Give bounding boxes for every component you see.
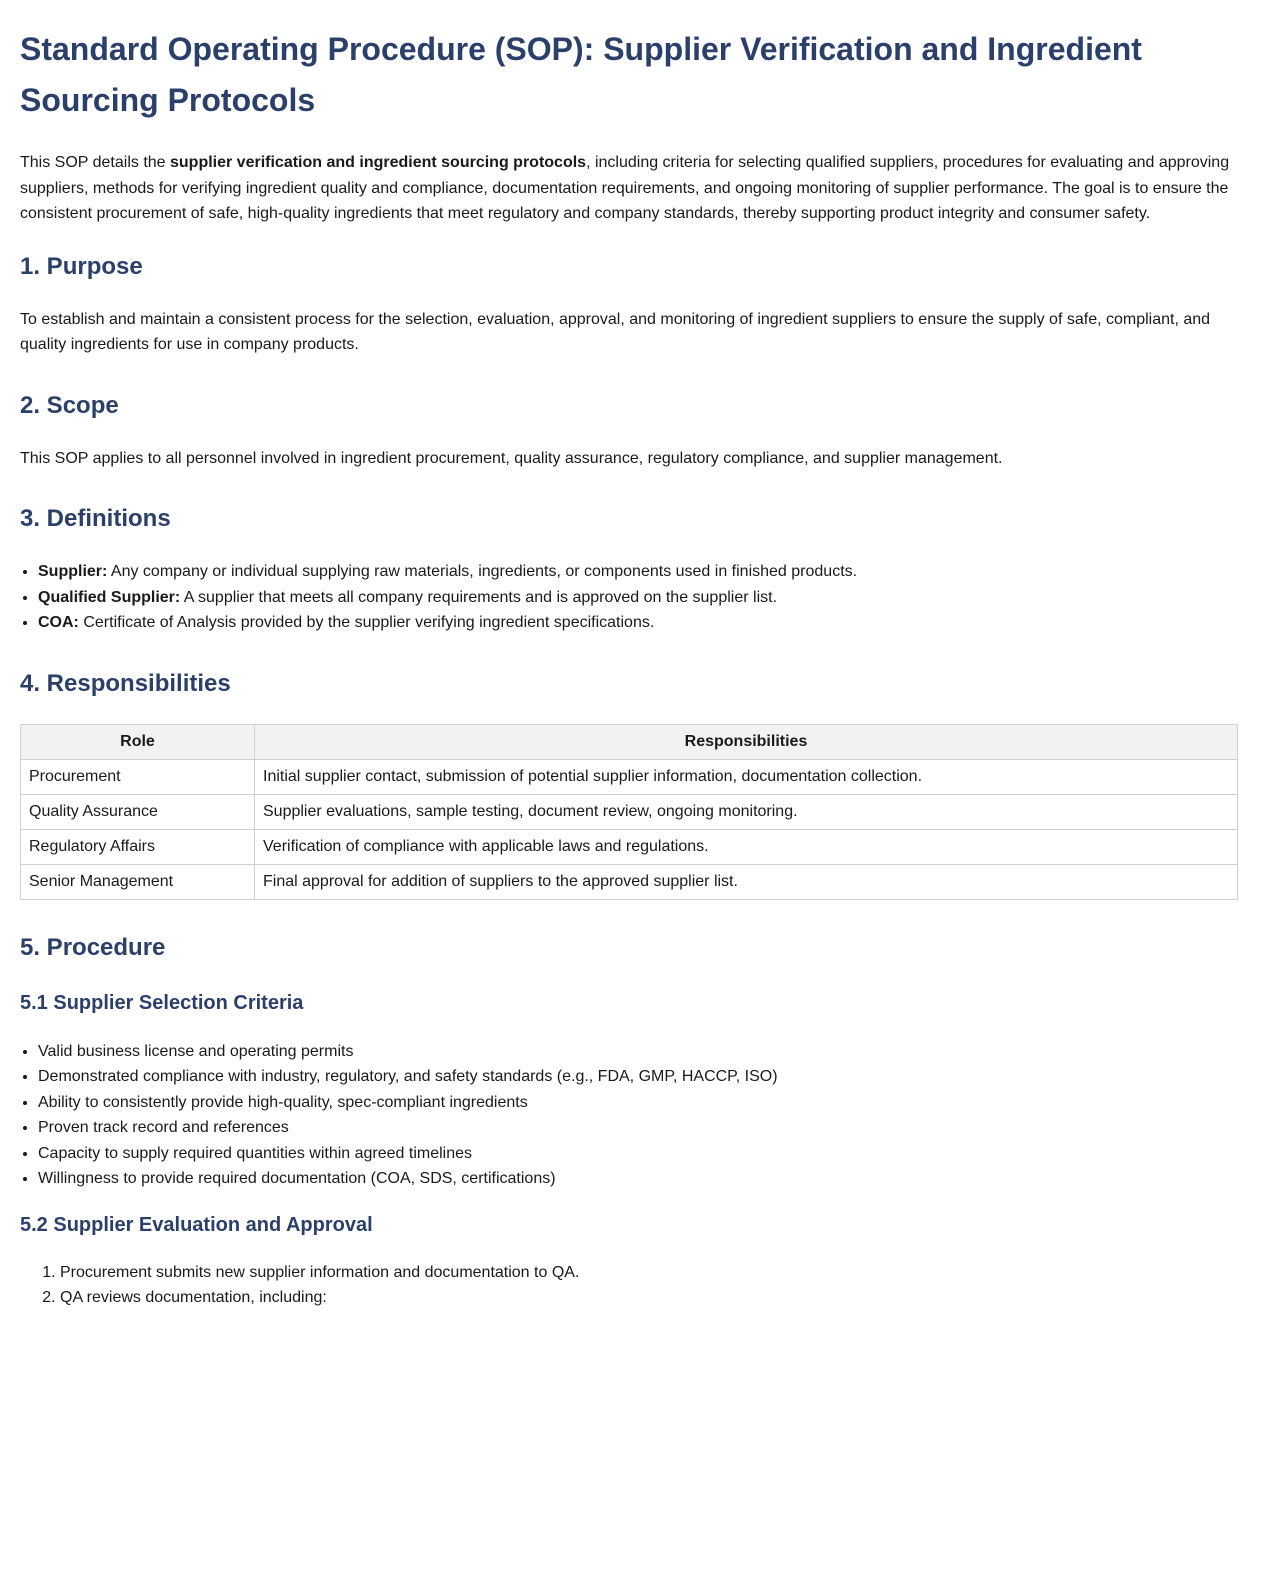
responsibilities-table: [20, 724, 1238, 900]
procedure-heading: 5. Procedure: [20, 933, 166, 961]
table-row: [21, 759, 1238, 794]
definition-term: Supplier:: [38, 563, 108, 580]
table-header-row: [21, 724, 1238, 759]
list-item: • Capacity to supply required quantities within agreed timelines: [38, 1141, 1243, 1167]
definition-term: Qualified Supplier:: [38, 588, 181, 606]
purpose-text: To establish and maintain a consistent process for the selection, evaluation, approval, and monitoring of ingredient suppliers to ensure the supply of safe, compliant, and quality ingredients for use in company products.: [20, 310, 1211, 353]
scope-heading: 2. Scope: [20, 391, 119, 419]
responsibility-cell: Initial supplier contact, submission of potential supplier information, documentation collection.: [255, 759, 1238, 794]
list-item: 1. Procurement submits new supplier information and documentation to QA.: [60, 1260, 1243, 1286]
scope-text: This SOP applies to all personnel involved in ingredient procurement, quality assurance, regulatory compliance, and supplier management.: [20, 449, 1003, 467]
list-item: • Willingness to provide required documentation (COA, SDS, certifications): [38, 1166, 1243, 1192]
definition-text: A supplier that meets all company requirements and is approved on the supplier list.: [180, 588, 778, 606]
table-row: [21, 864, 1238, 899]
list-item: • Proven track record and references: [38, 1115, 1243, 1141]
responsibility-cell: Final approval for addition of suppliers to the approved supplier list.: [255, 864, 1238, 899]
list-item: 2. QA reviews documentation, including:: [60, 1285, 1243, 1311]
definition-text: Certificate of Analysis provided by the supplier verifying ingredient specifications.: [78, 614, 655, 631]
intro-paragraph: [20, 150, 1243, 227]
definitions-list: [20, 559, 1243, 636]
intro-text-before: This SOP details the: [20, 154, 170, 171]
responsibilities-heading: 4. Responsibilities: [20, 669, 231, 697]
table-row: [21, 794, 1238, 829]
list-item: • Valid business license and operating permits: [38, 1039, 1243, 1065]
table-row: [21, 829, 1238, 864]
list-item: [38, 610, 1243, 636]
intro-text-after: , including criteria for selecting qualified suppliers, procedures for evaluating and approving suppliers, methods for verifying ingredient quality and compliance, documentation requirements, and ongoing monitoring of supplier performance. The goal is to ensure the consistent procurement of safe, high-quality ingredients that meet regulatory and company standards, thereby supporting product integrity and consumer safety.: [20, 154, 1230, 222]
list-item: [38, 559, 1243, 585]
list-item: • Demonstrated compliance with industry, regulatory, and safety standards (e.g., FDA, GMP, HACCP, ISO): [38, 1064, 1243, 1090]
responsibility-cell: Verification of compliance with applicable laws and regulations.: [255, 829, 1238, 864]
selection-criteria-heading: 5.1 Supplier Selection Criteria: [20, 991, 304, 1014]
role-cell: Senior Management: [21, 864, 255, 899]
column-header-role: Role: [21, 724, 255, 759]
evaluation-approval-heading: 5.2 Supplier Evaluation and Approval: [20, 1213, 373, 1236]
intro-text-bold: supplier verification and ingredient sourcing protocols: [170, 154, 587, 171]
definitions-heading: 3. Definitions: [20, 505, 171, 532]
definition-text: Any company or individual supplying raw materials, ingredients, or components used in finished products.: [107, 563, 858, 580]
purpose-heading: 1. Purpose: [20, 252, 143, 280]
responsibility-cell: Supplier evaluations, sample testing, document review, ongoing monitoring.: [255, 794, 1238, 829]
role-cell: Procurement: [21, 759, 255, 794]
role-cell: Quality Assurance: [21, 794, 255, 829]
evaluation-steps-list: [20, 1260, 1243, 1311]
page-title: Standard Operating Procedure (SOP): Supplier Verification and Ingredient Sourcing Protocols: [20, 31, 1142, 118]
role-cell: Regulatory Affairs: [21, 829, 255, 864]
selection-criteria-list: [20, 1039, 1243, 1192]
column-header-responsibilities: Responsibilities: [255, 724, 1238, 759]
list-item: • Ability to consistently provide high-quality, spec-compliant ingredients: [38, 1090, 1243, 1116]
definition-term: COA:: [38, 614, 79, 631]
list-item: [38, 585, 1243, 611]
